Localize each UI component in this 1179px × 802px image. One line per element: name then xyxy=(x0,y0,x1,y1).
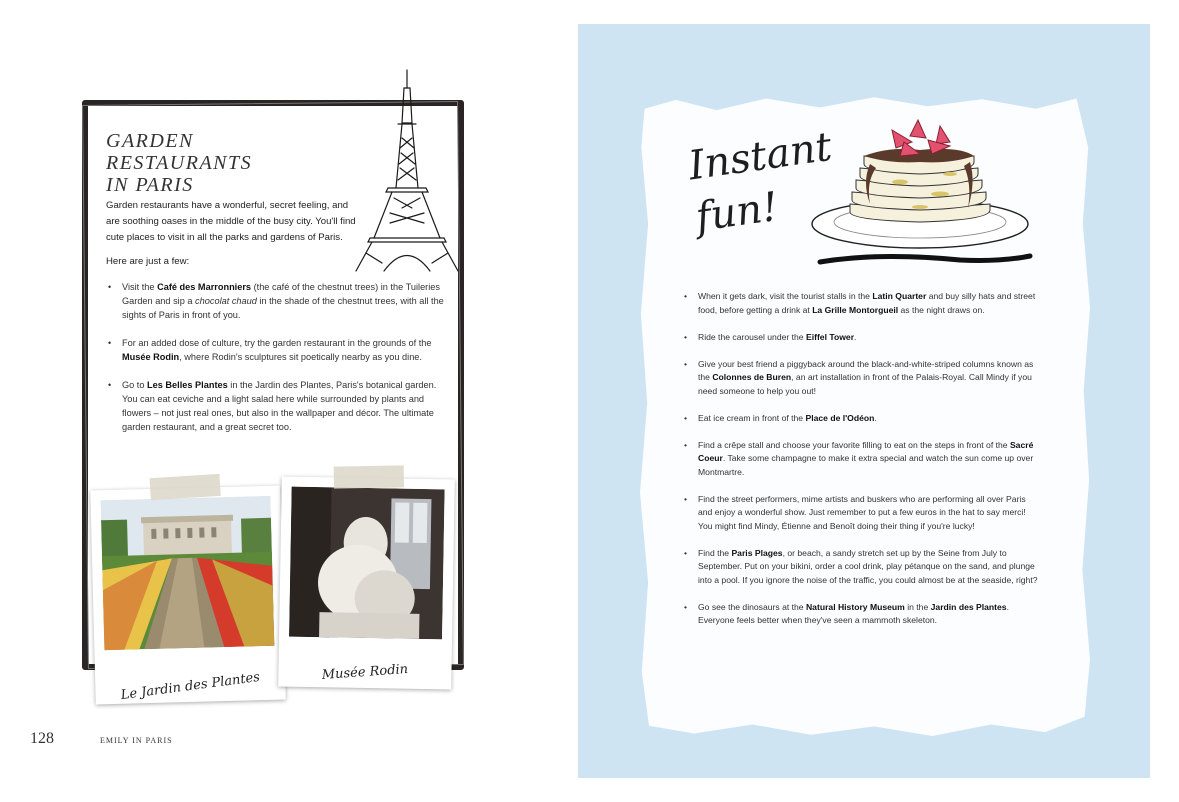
place-name: Natural History Museum xyxy=(805,601,905,612)
list-item xyxy=(684,493,1040,534)
list-item xyxy=(684,601,1040,628)
item-text: in the xyxy=(904,601,931,612)
list-item xyxy=(684,439,1040,480)
title-line-2: IN PARIS xyxy=(106,174,194,196)
item-text: When it gets dark, visit the tourist stalls in the xyxy=(698,291,873,301)
item-text: , where Rodin's sculptures sit poetically nearby as you dine. xyxy=(179,352,422,362)
item-text: , an art installation in front of the Palais-Royal. Call Mindy if you need someone to help you out! xyxy=(698,372,1032,396)
item-text: in the shade of the chestnut trees, with all the sights of Paris in front of you. xyxy=(122,296,444,320)
instant-fun-headline xyxy=(685,123,835,244)
left-page xyxy=(0,0,578,802)
list-item xyxy=(684,331,1040,345)
place-name: Sacré Coeur xyxy=(698,439,1034,463)
item-text: . Take some champagne to make it extra special and watch the sun come up over Montmartre. xyxy=(698,453,1034,477)
item-text: . xyxy=(874,412,877,423)
item-text: as the night draws on. xyxy=(898,304,985,315)
headline-line-1: Instant xyxy=(685,123,835,190)
tape xyxy=(333,465,403,488)
intro-paragraph: Garden restaurants have a wonderful, secret feeling, and are soothing oases in the middle of the busy city. You'll find cute places to visit in all the parks and gardens of Paris. xyxy=(106,200,356,243)
item-text: . xyxy=(854,331,857,342)
sculpture-photo xyxy=(289,487,445,640)
item-text: . Everyone feels better when they've seen a mammoth skeleton. xyxy=(698,601,1009,625)
place-name: Place de l'Odéon xyxy=(805,412,875,423)
list-intro: Here are just a few: xyxy=(106,256,190,267)
place-name: Colonnes de Buren xyxy=(712,372,792,382)
eiffel-tower-illustration xyxy=(352,68,462,273)
item-text: For an added dose of culture, try the garden restaurant in the grounds of the xyxy=(122,338,432,348)
item-text: Find a crêpe stall and choose your favorite filling to eat on the steps in front of the xyxy=(698,439,1010,450)
page-title xyxy=(106,130,346,196)
place-name: Eiffel Tower xyxy=(805,331,855,342)
item-text: in the Jardin des Plantes, Paris's botanical garden. You can eat ceviche and a light salad here while surrounded by plants and flowers – not just real ones, but also in the wallpaper and décor. The ultimate garden restaurant, and a great secret too. xyxy=(122,380,437,432)
item-text: (the café of the chestnut trees) in the Tuileries Garden and sip a xyxy=(122,282,440,306)
title-line-1: GARDEN RESTAURANTS xyxy=(106,130,253,174)
headline-line-2: fun! xyxy=(693,183,782,241)
page-number: 128 xyxy=(30,730,54,747)
list-item xyxy=(684,290,1040,317)
item-text: Eat ice cream in front of the xyxy=(698,412,806,423)
polaroid-musee-rodin xyxy=(278,477,455,690)
list-item xyxy=(684,358,1040,399)
italic-term: chocolat chaud xyxy=(195,296,257,306)
photo-caption: Musée Rodin xyxy=(321,661,409,683)
instant-fun-list xyxy=(684,290,1040,641)
place-name: Latin Quarter xyxy=(872,291,927,301)
item-text: Give your best friend a piggyback around the black-and-white-striped columns known as the xyxy=(698,358,1034,382)
item-text: Go see the dinosaurs at the xyxy=(698,601,806,612)
list-item xyxy=(106,280,451,322)
polaroid-jardin-des-plantes xyxy=(90,486,286,705)
item-text: Ride the carousel under the xyxy=(698,331,806,342)
place-name: La Grille Montorgueil xyxy=(812,304,899,315)
item-text: Find the xyxy=(698,547,732,558)
photo-caption: Le Jardin des Plantes xyxy=(119,669,261,704)
item-text: and buy silly hats and street food, before getting a drink at xyxy=(698,291,1036,315)
place-name: Café des Marronniers xyxy=(157,282,252,292)
item-text: Go to xyxy=(122,380,148,390)
place-name: Musée Rodin xyxy=(122,352,180,362)
pancake-stack-illustration xyxy=(800,112,1040,272)
item-text: Find the street performers, mime artists and buskers who are performing all over Paris and enjoy a wonderful show. Just remember to put a few euros in the hat to say merci! You might find Mindy, Étienne and Benoît doing their thing if you're lucky! xyxy=(698,493,1026,531)
running-head: EMILY IN PARIS xyxy=(100,736,173,745)
list-item xyxy=(106,336,451,364)
list-item xyxy=(106,378,451,434)
garden-restaurant-list xyxy=(106,280,451,448)
place-name: Les Belles Plantes xyxy=(147,380,228,390)
item-text: , or beach, a sandy stretch set up by the Seine from July to September. Put on your bikini, order a cool drink, play pétanque on the sand, and plunge into a pool. If you ignore the noise of the traffic, you could almost be at the seaside, right? xyxy=(698,547,1038,585)
item-text: Visit the xyxy=(122,282,158,292)
place-name: Paris Plages xyxy=(731,547,783,558)
tape xyxy=(150,474,221,500)
list-item xyxy=(684,547,1040,588)
garden-photo xyxy=(100,496,274,650)
place-name: Jardin des Plantes xyxy=(930,601,1007,612)
list-item xyxy=(684,412,1040,426)
